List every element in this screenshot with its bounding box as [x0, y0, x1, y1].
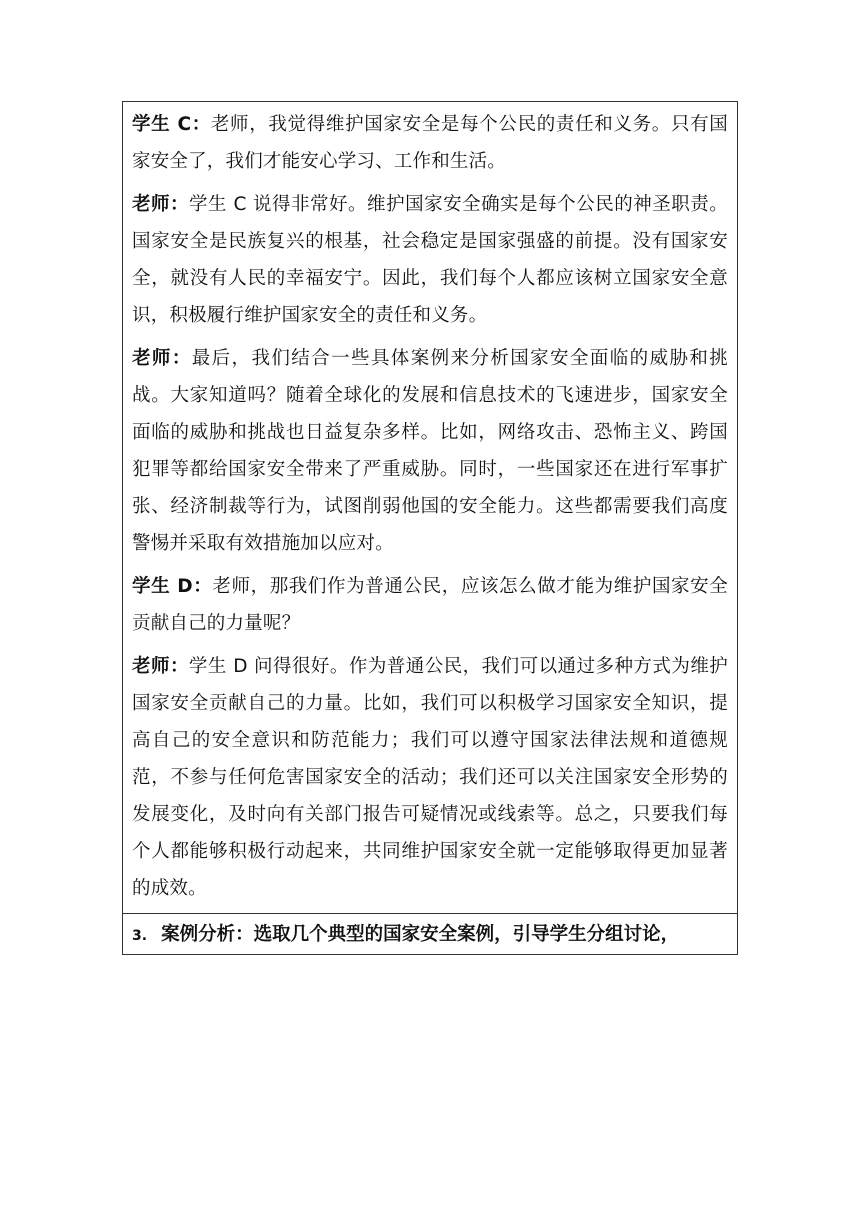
speaker-label: 老师： [132, 194, 190, 215]
speaker-label: 学生 C： [132, 114, 211, 135]
speaker-label: 老师： [132, 348, 192, 369]
section-heading: 案例分析：选取几个典型的国家安全案例，引导学生分组讨论， [161, 924, 680, 945]
dialogue-text: 学生 D 问得很好。作为普通公民，我们可以通过多种方式为维护国家安全贡献自己的力量。比如，我们可以积极学习国家安全知识，提高自己的安全意识和防范能力；我们可以遵守国家法律法规和道德规范，不参与任何危害国家安全的活动；我们还可以关注国家安全形势的发展变化，及时向有关部门报告可疑情况或线索等。总之，只要我们每个人都能够积极行动起来，共同维护国家安全就一定能够取得更加显著的成效。 [132, 656, 728, 899]
lesson-table [122, 101, 738, 955]
speaker-label: 老师： [132, 656, 189, 677]
dialogue-paragraph [132, 648, 728, 907]
speaker-label: 学生 D： [132, 576, 213, 597]
dialogue-cell [123, 102, 737, 914]
section-number: 3. [132, 928, 148, 944]
dialogue-text: 老师，我觉得维护国家安全是每个公民的责任和义务。只有国家安全了，我们才能安心学习、工作和生活。 [132, 114, 728, 172]
dialogue-paragraph [132, 106, 728, 180]
dialogue-text: 最后，我们结合一些具体案例来分析国家安全面临的威胁和挑战。大家知道吗？随着全球化的发展和信息技术的飞速进步，国家安全面临的威胁和挑战也日益复杂多样。比如，网络攻击、恐怖主义、跨国犯罪等都给国家安全带来了严重威胁。同时，一些国家还在进行军事扩张、经济制裁等行为，试图削弱他国的安全能力。这些都需要我们高度警惕并采取有效措施加以应对。 [132, 348, 729, 554]
section-heading-cell [123, 914, 737, 954]
dialogue-paragraph [132, 568, 728, 642]
dialogue-text: 老师，那我们作为普通公民，应该怎么做才能为维护国家安全贡献自己的力量呢？ [132, 576, 728, 634]
dialogue-paragraph [132, 340, 728, 562]
dialogue-text: 学生 C 说得非常好。维护国家安全确实是每个公民的神圣职责。国家安全是民族复兴的根基，社会稳定是国家强盛的前提。没有国家安全，就没有人民的幸福安宁。因此，我们每个人都应该树立国家安全意识，积极履行维护国家安全的责任和义务。 [132, 194, 728, 326]
dialogue-paragraph [132, 186, 728, 334]
